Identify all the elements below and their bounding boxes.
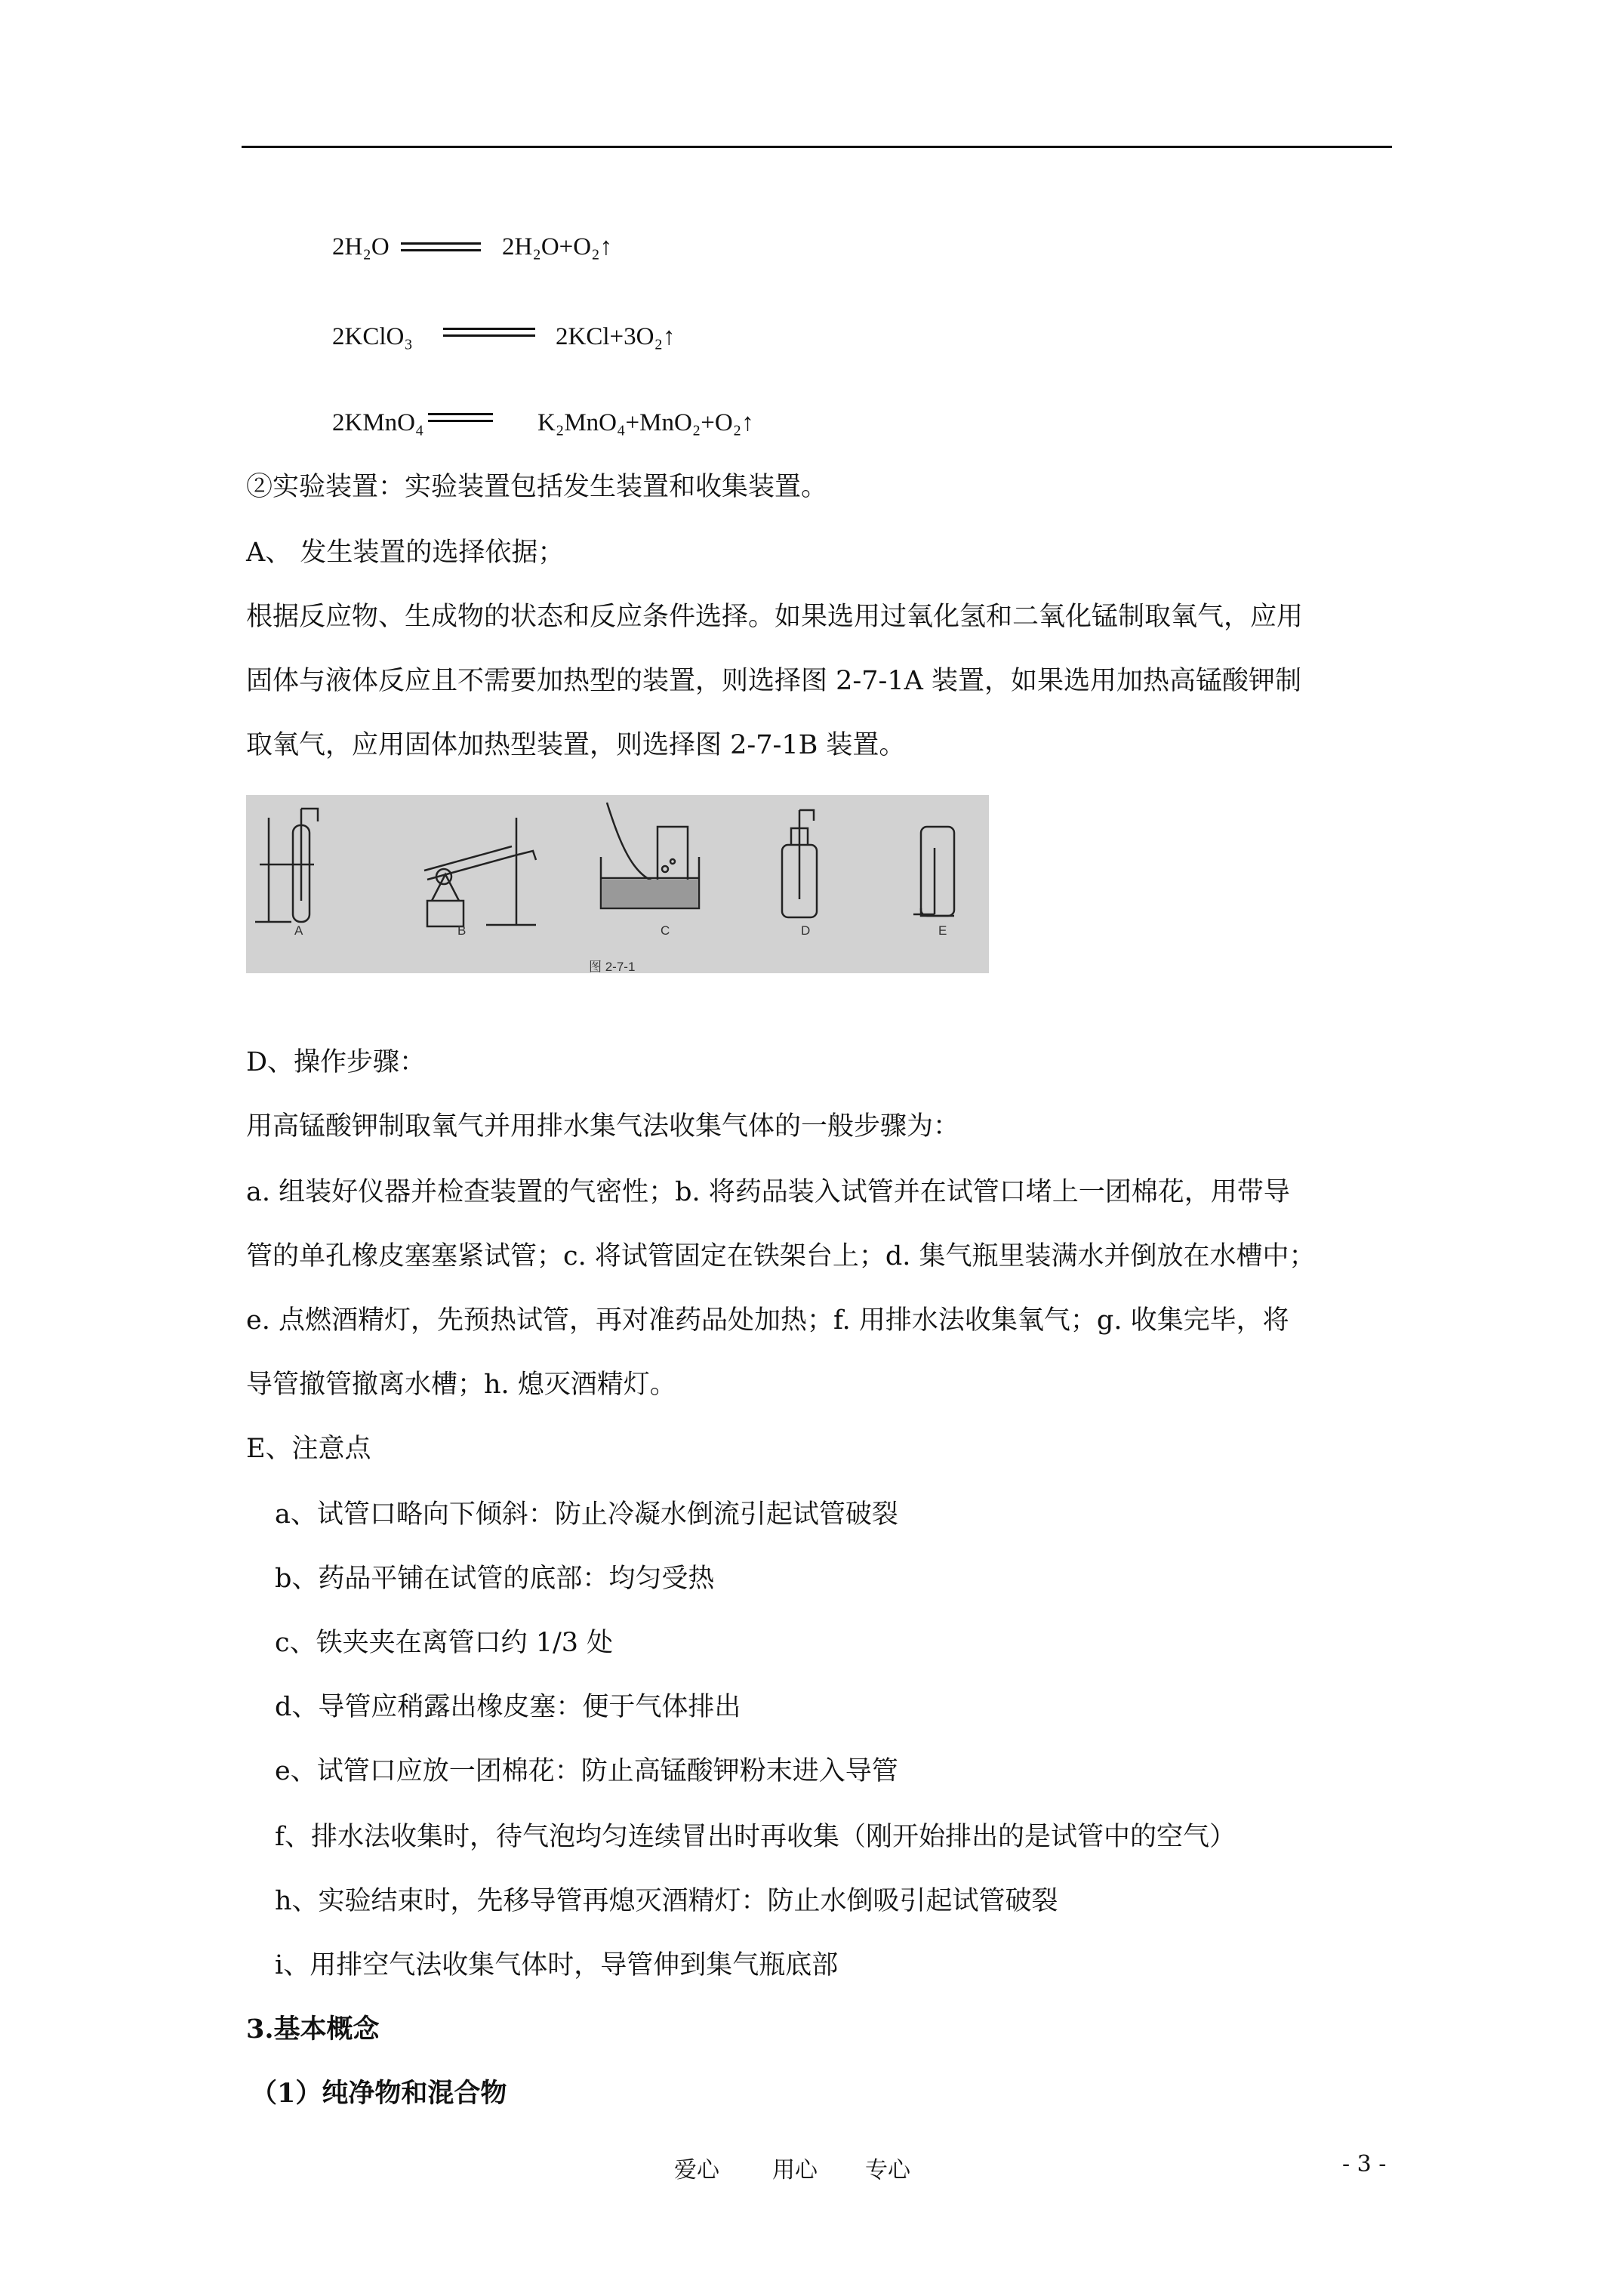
figure-label-e: E (938, 923, 947, 938)
steps-line-2: 管的单孔橡皮塞塞紧试管；c. 将试管固定在铁架台上；d. 集气瓶里装满水并倒放在水槽中； (246, 1241, 1316, 1271)
steps-title: D、操作步骤： (246, 1047, 427, 1077)
equation-1-rhs: 2H₂O+O₂↑ (502, 233, 613, 260)
equation-1-bar (401, 242, 481, 251)
text-line-para-1: 根据反应物、生成物的状态和反应条件选择。如果选用过氧化氢和二氧化锰制取氧气，应用 (246, 602, 1304, 632)
steps-intro: 用高锰酸钾制取氧气并用排水集气法收集气体的一般步骤为： (246, 1111, 960, 1142)
equation-3-bar (428, 413, 493, 422)
footer-word-3: 专心 (865, 2157, 910, 2184)
text-line-apparatus: ②实验装置：实验装置包括发生装置和收集装置。 (246, 472, 828, 502)
apparatus-figure (246, 795, 989, 973)
figure-label-c: C (661, 923, 670, 938)
page-number: - 3 - (1342, 2151, 1387, 2177)
figure-label-d: D (801, 923, 811, 938)
section-title: 3.基本概念 (246, 2014, 380, 2045)
text-line-para-2: 固体与液体反应且不需要加热型的装置，则选择图 2-7-1A 装置，如果选用加热高锰酸钾制 (246, 666, 1301, 696)
footer-word-1: 爱心 (674, 2157, 719, 2184)
steps-line-3: e. 点燃酒精灯，先预热试管，再对准药品处加热；f. 用排水法收集氧气；g. 收集完毕，将 (246, 1305, 1289, 1336)
footer-word-2: 用心 (772, 2157, 818, 2184)
steps-line-4: 导管撤管撤离水槽；h. 熄灭酒精灯。 (246, 1370, 676, 1400)
steps-line-1: a. 组装好仪器并检查装置的气密性；b. 将药品装入试管并在试管口堵上一团棉花，用带导 (246, 1177, 1290, 1207)
equation-2-lhs: 2KClO₃ (332, 323, 413, 350)
note-i: i、用排空气法收集气体时，导管伸到集气瓶底部 (275, 1950, 839, 1980)
figure-label-b: B (457, 923, 467, 938)
equation-3-lhs: 2KMnO₄ (332, 409, 424, 436)
note-a: a、试管口略向下倾斜：防止冷凝水倒流引起试管破裂 (275, 1499, 898, 1530)
equation-2-bar (443, 328, 535, 337)
note-h: h、实验结束时，先移导管再熄灭酒精灯：防止水倒吸引起试管破裂 (275, 1886, 1058, 1916)
note-c: c、铁夹夹在离管口约 1/3 处 (275, 1628, 614, 1658)
figure-caption: 图 2-7-1 (589, 960, 636, 974)
note-f: f、排水法收集时，待气泡均匀连续冒出时再收集（刚开始排出的是试管中的空气） (275, 1822, 1236, 1852)
figure-label-a: A (294, 923, 303, 938)
equation-1-lhs: 2H₂O (332, 233, 390, 260)
text-line-para-3: 取氧气，应用固体加热型装置，则选择图 2-7-1B 装置。 (246, 730, 906, 760)
notes-title: E、注意点 (246, 1434, 371, 1464)
apparatus-drawing (246, 795, 989, 973)
equation-2-rhs: 2KCl+3O₂↑ (556, 323, 676, 350)
subsection-title: （1）纯净物和混合物 (251, 2078, 507, 2109)
note-e: e、试管口应放一团棉花：防止高锰酸钾粉末进入导管 (275, 1756, 898, 1786)
note-b: b、药品平铺在试管的底部：均匀受热 (275, 1564, 715, 1594)
equation-3-rhs: K₂MnO₄+MnO₂+O₂↑ (537, 409, 754, 436)
header-rule (242, 146, 1392, 148)
text-line-a-basis: A、 发生装置的选择依据； (246, 538, 565, 568)
note-d: d、导管应稍露出橡皮塞：便于气体排出 (275, 1692, 741, 1722)
